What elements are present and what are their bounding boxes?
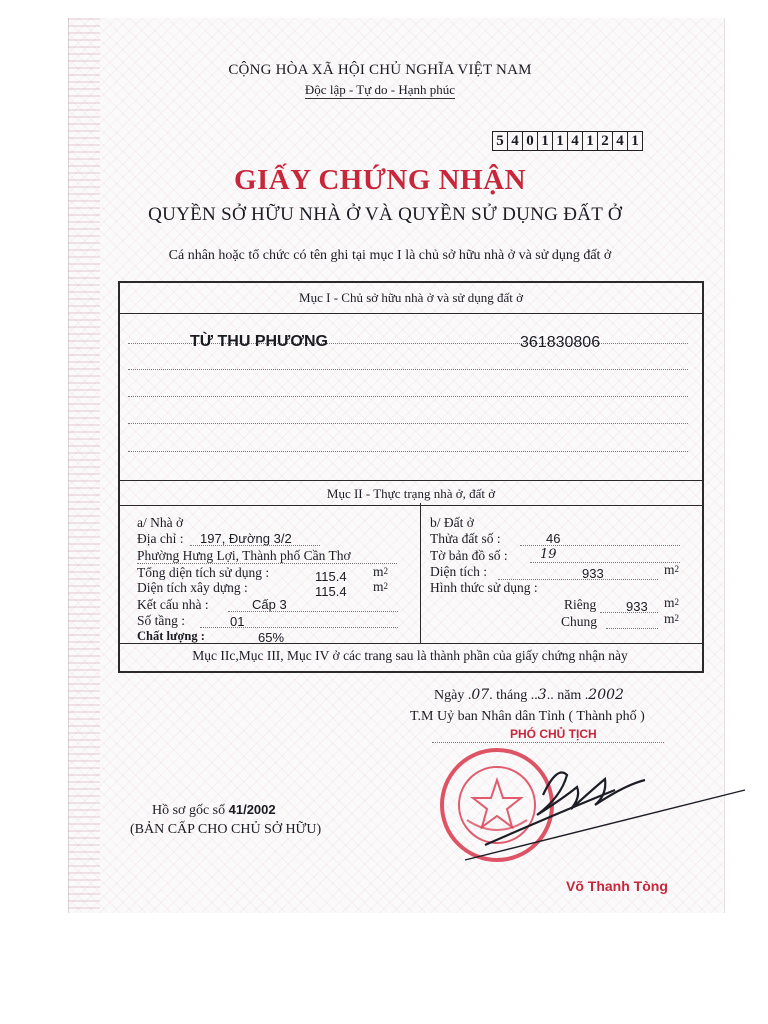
land-area-unit: $m^2$: [664, 562, 680, 577]
serial-digit: 2: [598, 132, 613, 150]
dotted-line: [200, 627, 398, 628]
signer-name: Võ Thanh Tòng: [566, 878, 668, 894]
owner-name: TỪ THU PHƯƠNG: [190, 333, 328, 350]
dotted-line: [228, 611, 398, 612]
structure-label: Kết cấu nhà :: [137, 597, 209, 612]
shared-unit: $m^2$: [664, 611, 680, 626]
divider: [120, 480, 702, 481]
address-value: 197, Đường 3/2: [200, 531, 292, 546]
official-seal-and-signature: [425, 740, 755, 870]
certificate-subtitle: QUYỀN SỞ HỮU NHÀ Ở VÀ QUYỀN SỬ DỤNG ĐẤT Ở: [148, 204, 622, 225]
usage-form-label: Hình thức sử dụng :: [430, 580, 538, 595]
quality-value: 65%: [258, 630, 285, 645]
map-value: 19: [540, 547, 557, 562]
floors-value: 01: [230, 614, 245, 629]
section1-title: Mục I - Chủ sở hữu nhà ở và sử dụng đất ở: [299, 290, 523, 305]
footer-note: Mục IIc,Mục III, Mục IV ở các trang sau là thành phần của giấy chứng nhận này: [192, 648, 628, 663]
intro-text: Cá nhân hoặc tổ chức có tên ghi tại mục I là chủ sở hữu nhà ở và sử dụng đất ở: [168, 248, 612, 263]
dotted-line: [137, 563, 397, 564]
serial-digit: 0: [523, 132, 538, 150]
certificate-title: GIẤY CHỨNG NHẬN: [233, 164, 527, 196]
signer-position: PHÓ CHỦ TỊCH: [510, 727, 597, 741]
dotted-line: [128, 396, 688, 397]
column-divider: [420, 503, 421, 643]
floors-label: Số tầng :: [137, 613, 186, 628]
serial-digit: 1: [631, 133, 639, 149]
shared-label: Chung: [561, 614, 598, 629]
serial-digit: 5: [493, 132, 508, 150]
serial-digit: 4: [613, 132, 628, 150]
serial-digit: 1: [583, 132, 598, 150]
quality-label: Chất lượng :: [137, 629, 205, 643]
map-label: Tờ bản đồ số :: [430, 548, 508, 563]
serial-number: [492, 131, 643, 151]
dotted-line: [606, 628, 658, 629]
address-line2: Phường Hưng Lợi, Thành phố Cần Thơ: [137, 548, 351, 563]
divider: [120, 643, 702, 644]
land-heading: b/ Đất ở: [430, 515, 474, 530]
private-value: 933: [626, 599, 648, 614]
file-number: Hồ sơ gốc số 41/2002: [152, 802, 276, 818]
dotted-line: [600, 612, 658, 613]
divider: [120, 313, 702, 314]
house-heading: a/ Nhà ở: [137, 515, 184, 530]
dotted-line: [128, 369, 688, 370]
signature-icon: [485, 773, 645, 846]
built-area-unit: $m^2$: [373, 579, 389, 594]
private-label: Riêng: [564, 597, 597, 612]
serial-digit: 1: [538, 132, 553, 150]
copy-note: (BẢN CẤP CHO CHỦ SỞ HỮU): [130, 822, 322, 837]
parcel-label: Thửa đất số :: [430, 531, 501, 546]
dotted-line: [128, 451, 688, 452]
serial-digit: 4: [508, 132, 523, 150]
total-area-label: Tổng diện tích sử dụng :: [137, 565, 270, 580]
built-area-value: 115.4: [315, 584, 347, 599]
address-label: Địa chỉ :: [137, 531, 184, 546]
built-area-label: Diện tích xây dựng :: [137, 580, 248, 595]
dotted-line: [520, 545, 680, 546]
issuing-authority: T.M Uỷ ban Nhân dân Tỉnh ( Thành phố ): [410, 709, 645, 724]
parcel-value: 46: [546, 531, 561, 546]
dotted-line: [128, 423, 688, 424]
divider: [120, 505, 702, 506]
dotted-line: [530, 562, 680, 563]
section2-title: Mục II - Thực trạng nhà ở, đất ở: [326, 486, 496, 501]
structure-value: Cấp 3: [252, 597, 287, 612]
total-area-unit: $m^2$: [373, 564, 389, 579]
land-area-value: 933: [582, 566, 604, 581]
serial-digit: 4: [568, 132, 583, 150]
left-security-strip: [68, 18, 100, 913]
issue-date: Ngày .07. tháng ..3.. năm .2002: [434, 687, 624, 703]
seal-icon: [442, 750, 552, 860]
country-header: CỘNG HÒA XÃ HỘI CHỦ NGHĨA VIỆT NAM: [228, 62, 532, 78]
dotted-line: [190, 545, 320, 546]
private-unit: $m^2$: [664, 595, 680, 610]
total-area-value: 115.4: [315, 569, 347, 584]
serial-digit: 1: [553, 132, 568, 150]
owner-id-number: 361830806: [520, 334, 601, 351]
land-area-label: Diện tích :: [430, 564, 487, 579]
motto: Độc lập - Tự do - Hạnh phúc: [304, 82, 456, 97]
signature-stroke: [465, 790, 745, 860]
